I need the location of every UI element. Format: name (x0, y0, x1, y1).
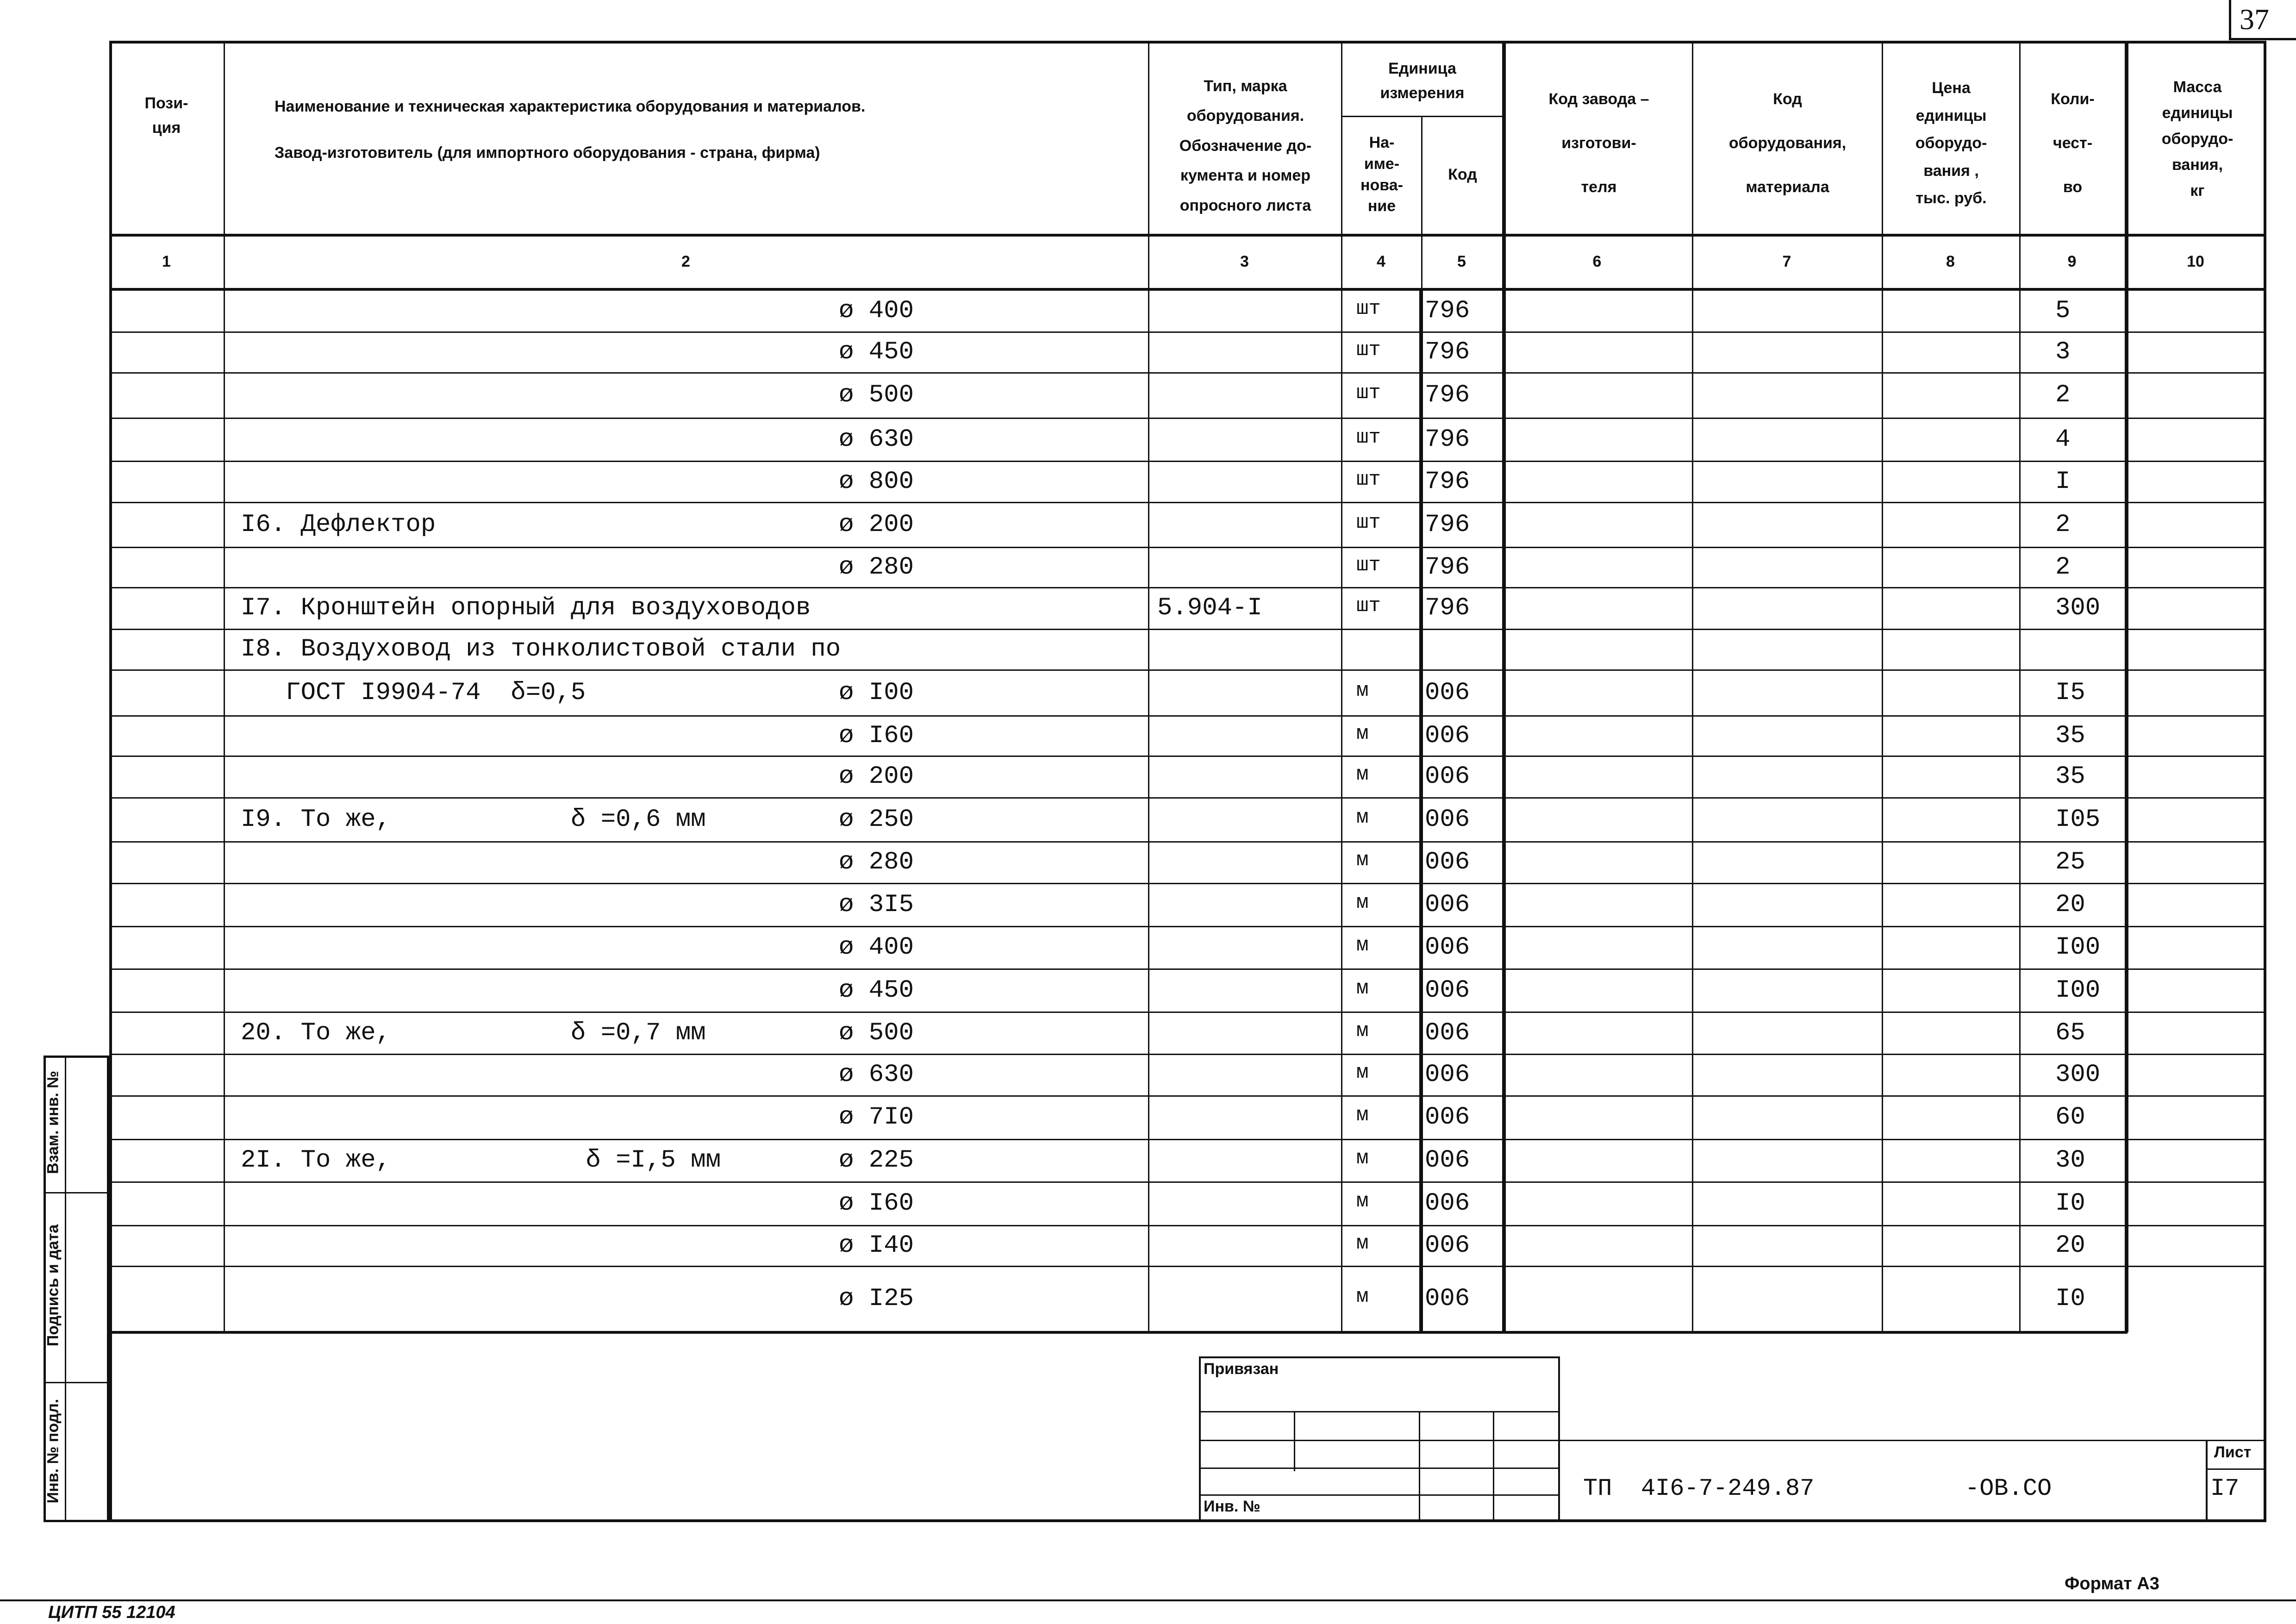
row-quantity: I5 (2055, 678, 2085, 707)
row-unit: шт (1356, 381, 1381, 405)
row-unit: м (1356, 763, 1369, 786)
row-divider (109, 1095, 2266, 1097)
header-name-line1: Наименование и техническая характеристика оборудования и материалов. (275, 97, 866, 115)
row-unit-code: 006 (1425, 933, 1470, 962)
row-quantity: 3 (2055, 338, 2071, 366)
row-name: ГОСТ I9904-74 δ=0,5 (241, 678, 586, 707)
row-unit-code: 006 (1425, 890, 1470, 919)
side-vzam-inv: Взам. инв. № (44, 1070, 62, 1174)
privyazan-label: Привязан (1204, 1360, 1279, 1378)
row-unit-code: 006 (1425, 678, 1470, 707)
row-quantity: 35 (2055, 762, 2085, 791)
header-quantity: Коли- чест- во (2051, 90, 2095, 196)
row-divider (109, 883, 2266, 884)
row-unit: шт (1356, 594, 1381, 618)
table-row (109, 1225, 2266, 1266)
row-divider (109, 372, 2266, 374)
privyazan-line-4 (1199, 1494, 1560, 1496)
row-diameter: ø 450 (839, 976, 914, 1005)
table-row (109, 883, 2266, 926)
row-divider (109, 502, 2266, 503)
format-label: Формат А3 (2065, 1574, 2159, 1593)
row-diameter: ø 7I0 (839, 1103, 914, 1131)
row-unit: шт (1356, 425, 1381, 449)
corner-page-number: 37 (2240, 3, 2269, 36)
colnum-1: 1 (162, 252, 171, 270)
row-quantity: I0 (2055, 1189, 2085, 1218)
privyazan-vline-3 (1493, 1411, 1494, 1522)
row-diameter: ø I25 (839, 1284, 914, 1313)
header-price: Цена единицы оборудо- вания , тыс. руб. (1915, 79, 1987, 207)
row-name: 2I. То же, δ =I,5 мм (241, 1146, 721, 1174)
row-unit-code: 006 (1425, 976, 1470, 1005)
row-unit: м (1356, 934, 1369, 957)
row-divider (109, 331, 2266, 333)
table-row (109, 289, 2266, 331)
table-row (109, 1095, 2266, 1139)
row-diameter: ø 280 (839, 848, 914, 876)
row-unit-code: 006 (1425, 1018, 1470, 1047)
header-position: Пози- ция (144, 94, 188, 137)
row-diameter: ø 400 (839, 933, 914, 962)
row-diameter: ø 630 (839, 1061, 914, 1089)
title-block-top (1560, 1440, 2266, 1441)
colnum-6: 6 (1592, 252, 1602, 270)
row-name: I7. Кронштейн опорный для воздуховодов (241, 594, 811, 622)
row-diameter: ø I40 (839, 1231, 914, 1260)
side-inv-podl: Инв. № подл. (44, 1399, 62, 1504)
table-row (109, 926, 2266, 968)
row-divider (109, 1181, 2266, 1183)
row-unit-code: 796 (1425, 296, 1470, 325)
row-unit: шт (1356, 338, 1381, 362)
side-stamp-line-1 (44, 1192, 109, 1193)
table-row (109, 968, 2266, 1012)
row-unit: м (1356, 849, 1369, 872)
row-unit: м (1356, 1104, 1369, 1127)
table-row (109, 715, 2266, 756)
header-unit-name: На- име- нова- ние (1360, 133, 1403, 215)
row-quantity: 65 (2055, 1018, 2085, 1047)
row-quantity: 300 (2055, 1061, 2101, 1089)
row-unit: м (1356, 1232, 1369, 1255)
row-unit-code: 796 (1425, 338, 1470, 366)
list-box-divider (2206, 1468, 2266, 1470)
row-type: 5.904-I (1157, 594, 1262, 622)
row-quantity: 4 (2055, 425, 2071, 454)
row-unit-code: 796 (1425, 594, 1470, 622)
row-divider (109, 715, 2266, 717)
table-row (109, 756, 2266, 797)
row-divider (109, 461, 2266, 462)
header-mass: Масса единицы оборудо- вания, кг (2161, 78, 2234, 200)
row-unit: м (1356, 1285, 1369, 1308)
row-unit-code: 796 (1425, 510, 1470, 539)
row-unit: м (1356, 679, 1369, 702)
row-divider (109, 797, 2266, 799)
row-diameter: ø I60 (839, 1189, 914, 1218)
row-unit-code: 006 (1425, 848, 1470, 876)
row-divider (109, 669, 2266, 671)
row-unit: шт (1356, 511, 1381, 534)
row-unit-code: 006 (1425, 1284, 1470, 1313)
row-divider (109, 1012, 2266, 1013)
table-row (109, 418, 2266, 461)
row-quantity: 2 (2055, 553, 2071, 581)
row-divider (109, 926, 2266, 927)
row-diameter: ø I60 (839, 721, 914, 750)
privyazan-line-3 (1199, 1468, 1560, 1469)
side-podpis-data: Подпись и дата (44, 1224, 62, 1347)
row-diameter: ø 500 (839, 1018, 914, 1047)
inv-no-label: Инв. № (1204, 1498, 1260, 1515)
citp-label: ЦИТП 55 12104 (48, 1603, 175, 1622)
row-unit-code: 006 (1425, 721, 1470, 750)
row-unit-code: 006 (1425, 1189, 1470, 1218)
row-quantity: 60 (2055, 1103, 2085, 1131)
row-quantity: 25 (2055, 848, 2085, 876)
list-label: Лист (2214, 1443, 2252, 1461)
table-row (109, 1181, 2266, 1225)
row-diameter: ø 200 (839, 762, 914, 791)
header-unit-code: Код (1448, 166, 1477, 184)
row-divider (109, 1139, 2266, 1140)
row-unit: м (1356, 1061, 1369, 1084)
header-plant-code: Код завода – изготови- теля (1548, 90, 1649, 196)
row-divider (109, 1225, 2266, 1226)
row-quantity: 20 (2055, 890, 2085, 919)
colnum-5: 5 (1457, 252, 1466, 270)
document-code: ТП 4I6-7-249.87 (1583, 1475, 1815, 1502)
row-unit: м (1356, 722, 1369, 745)
side-stamp-divider (65, 1056, 66, 1522)
row-unit: м (1356, 1147, 1369, 1170)
row-unit: м (1356, 891, 1369, 914)
row-diameter: ø 800 (839, 467, 914, 496)
row-unit: м (1356, 1190, 1369, 1213)
row-diameter: ø 3I5 (839, 890, 914, 919)
header-type: Тип, марка оборудования. Обозначение до- кумента и номер опросного листа (1179, 77, 1312, 214)
row-unit-code: 796 (1425, 381, 1470, 409)
colnum-3: 3 (1240, 252, 1249, 270)
table-row (109, 331, 2266, 372)
row-quantity: 35 (2055, 721, 2085, 750)
row-unit: шт (1356, 553, 1381, 577)
row-name: I8. Воздуховод из тонколистовой стали по (241, 635, 841, 663)
privyazan-line-2 (1199, 1440, 1560, 1441)
row-quantity: 5 (2055, 296, 2071, 325)
header-equipment-code: Код оборудования, материала (1728, 90, 1847, 196)
row-diameter: ø 200 (839, 510, 914, 539)
row-quantity: 300 (2055, 594, 2101, 622)
row-quantity: I00 (2055, 976, 2101, 1005)
footer-line (0, 1599, 2296, 1601)
body-bottom-bold (109, 1331, 2128, 1334)
colnum-10: 10 (2187, 252, 2204, 270)
row-unit-code: 006 (1425, 805, 1470, 834)
row-diameter: ø 450 (839, 338, 914, 366)
row-unit: м (1356, 1019, 1369, 1043)
row-unit: м (1356, 806, 1369, 829)
row-unit-code: 006 (1425, 762, 1470, 791)
table-row (109, 547, 2266, 587)
privyazan-line-1 (1199, 1411, 1560, 1412)
document-suffix: -ОВ.СО (1965, 1475, 2052, 1502)
table-row (109, 461, 2266, 502)
colnum-9: 9 (2067, 252, 2077, 270)
row-unit: м (1356, 976, 1369, 1000)
row-quantity: I05 (2055, 805, 2101, 834)
privyazan-vline-2 (1419, 1411, 1420, 1522)
row-quantity: I00 (2055, 933, 2101, 962)
row-divider (109, 968, 2266, 970)
side-stamp-line-2 (44, 1382, 109, 1383)
colnum-2: 2 (681, 252, 690, 270)
table-row (109, 372, 2266, 418)
row-divider (109, 547, 2266, 548)
table-row (109, 841, 2266, 883)
row-divider (109, 841, 2266, 843)
row-unit-code: 796 (1425, 467, 1470, 496)
row-diameter: ø 280 (839, 553, 914, 581)
table-row (109, 1266, 2266, 1331)
row-unit-code: 006 (1425, 1231, 1470, 1260)
row-quantity: 2 (2055, 381, 2071, 409)
row-quantity: 30 (2055, 1146, 2085, 1174)
row-name: 20. То же, δ =0,7 мм (241, 1018, 706, 1047)
row-unit-code: 796 (1425, 553, 1470, 581)
row-name: I9. То же, δ =0,6 мм (241, 805, 706, 834)
row-unit: шт (1356, 468, 1381, 491)
row-quantity: 2 (2055, 510, 2071, 539)
row-diameter: ø 400 (839, 296, 914, 325)
row-unit-code: 796 (1425, 425, 1470, 454)
header-name-line2: Завод-изготовитель (для импортного оборудования - страна, фирма) (275, 144, 820, 162)
row-diameter: ø 630 (839, 425, 914, 454)
row-diameter: ø 500 (839, 381, 914, 409)
row-divider (109, 1054, 2266, 1055)
row-unit: шт (1356, 297, 1381, 320)
row-divider (109, 418, 2266, 419)
row-divider (109, 1266, 2266, 1267)
row-unit-code: 006 (1425, 1061, 1470, 1089)
row-diameter: ø I00 (839, 678, 914, 707)
row-diameter: ø 250 (839, 805, 914, 834)
row-name: I6. Дефлектор (241, 510, 436, 539)
row-unit-code: 006 (1425, 1146, 1470, 1174)
row-quantity: 20 (2055, 1231, 2085, 1260)
row-quantity: I0 (2055, 1284, 2085, 1313)
list-value: I7 (2210, 1475, 2240, 1502)
row-divider (109, 629, 2266, 630)
colnum-7: 7 (1782, 252, 1791, 270)
colnum-8: 8 (1946, 252, 1955, 270)
row-divider (109, 587, 2266, 588)
colnum-4: 4 (1377, 252, 1385, 270)
header-unit-group: Единица измерения (1380, 60, 1465, 102)
row-quantity: I (2055, 467, 2071, 496)
privyazan-vline-1 (1294, 1411, 1295, 1471)
table-row (109, 1054, 2266, 1095)
row-diameter: ø 225 (839, 1146, 914, 1174)
row-divider (109, 756, 2266, 757)
row-unit-code: 006 (1425, 1103, 1470, 1131)
